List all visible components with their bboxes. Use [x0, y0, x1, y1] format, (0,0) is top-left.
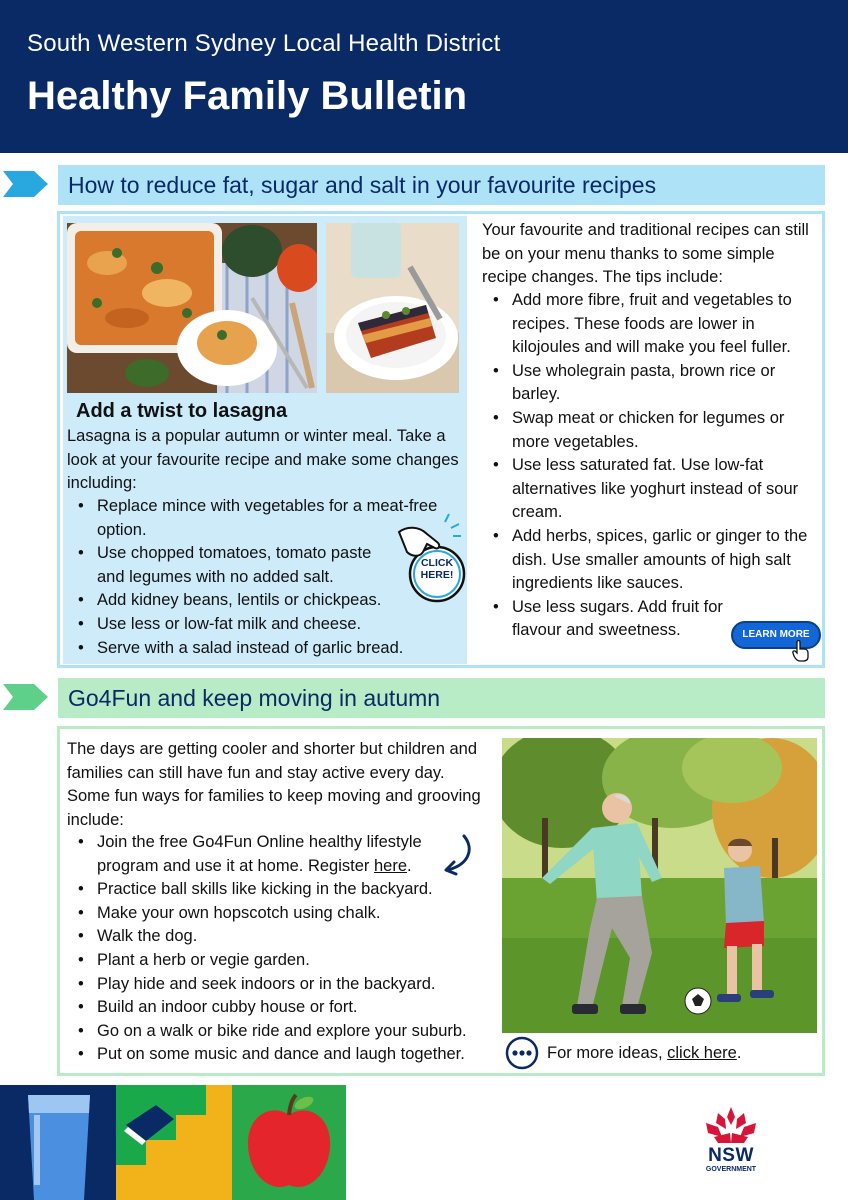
list-item: • Join the free Go4Fun Online healthy lifestyle program and use it at home. Register here. — [97, 831, 457, 878]
apple-icon — [232, 1085, 346, 1200]
stairs-tile — [116, 1085, 232, 1200]
more-ideas-text: For more ideas, — [547, 1044, 663, 1062]
list-item: • Use wholegrain pasta, brown rice or barley. — [512, 360, 817, 407]
lasagna-intro: Lasagna is a popular autumn or winter meal. Take a look at your favourite recipe and make some changes including: — [67, 427, 459, 493]
lasagna-plate-photo — [326, 223, 459, 393]
lasagna-tray-photo — [67, 223, 317, 393]
lasagna-title: Add a twist to lasagna — [76, 400, 288, 422]
more-options-icon — [505, 1036, 539, 1070]
list-item: • Plant a herb or vegie garden. — [97, 949, 497, 973]
list-item: • Use less saturated fat. Use low-fat alternatives like yoghurt instead of sour cream. — [512, 454, 817, 525]
list-item: • Go on a walk or bike ride and explore your suburb. — [97, 1020, 497, 1044]
click-here-button[interactable] — [393, 512, 467, 604]
list-item: • Add kidney beans, lentils or chickpeas. — [97, 589, 447, 613]
list-item: • Use less or low-fat milk and cheese. — [97, 613, 447, 637]
list-item: • Replace mince with vegetables for a meat-free option. — [97, 495, 442, 542]
sneaker-stairs-icon — [116, 1085, 232, 1200]
list-item: • Walk the dog. — [97, 925, 497, 949]
section-heading-go4fun: Go4Fun and keep moving in autumn — [58, 678, 825, 718]
list-item: • Swap meat or chicken for legumes or more vegetables. — [512, 407, 817, 454]
list-item: • Make your own hopscotch using chalk. — [97, 902, 497, 926]
section-arrow-icon — [0, 171, 50, 197]
cursor-hand-icon — [792, 640, 810, 662]
curved-arrow-icon — [440, 834, 474, 876]
apple-tile — [232, 1085, 346, 1200]
water-glass-tile — [0, 1085, 116, 1200]
list-item: • Add more fibre, fruit and vegetables to recipes. These foods are lower in kilojoules and will make you feel fuller. — [512, 289, 817, 360]
list-item: • Put on some music and dance and laugh together. — [97, 1043, 497, 1067]
waratah-icon — [696, 1103, 766, 1145]
tips-list — [482, 289, 817, 643]
list-item: • Practice ball skills like kicking in the backyard. — [97, 878, 497, 902]
learn-more-button[interactable]: LEARN MORE — [731, 621, 821, 649]
family-soccer-photo — [502, 738, 817, 1033]
list-item: • Build an indoor cubby house or fort. — [97, 996, 497, 1020]
more-ideas-link[interactable]: click here — [667, 1044, 737, 1062]
list-item: • Use less sugars. Add fruit for flavour and sweetness. — [512, 596, 727, 643]
header-banner — [0, 0, 848, 153]
tips-intro: Your favourite and traditional recipes can still be on your menu thanks to some simple recipe changes. The tips include: — [482, 221, 809, 287]
list-item: • Serve with a salad instead of garlic bread. — [97, 637, 447, 661]
lasagna-list — [67, 495, 447, 660]
section-arrow-icon — [0, 684, 50, 710]
section-heading-recipes: How to reduce fat, sugar and salt in your favourite recipes — [58, 165, 825, 205]
more-ideas-line: For more ideas, click here. — [547, 1044, 742, 1062]
go4fun-intro: The days are getting cooler and shorter but children and families can still have fun and stay active every day. Some fun ways for families to keep moving and grooving include: — [67, 740, 481, 829]
nsw-logo-text: NSW — [708, 1145, 754, 1166]
organisation-name: South Western Sydney Local Health District — [27, 30, 501, 57]
go4fun-list — [67, 831, 497, 1067]
list-item: • Use chopped tomatoes, tomato paste and legumes with no added salt. — [97, 542, 397, 589]
list-item: • Play hide and seek indoors or in the backyard. — [97, 973, 497, 997]
list-item: • Add herbs, spices, garlic or ginger to the dish. Use smaller amounts of high salt ingredients like sauces. — [512, 525, 817, 596]
water-glass-icon — [0, 1085, 116, 1200]
bulletin-title: Healthy Family Bulletin — [27, 74, 468, 118]
go4fun-register-text: Join the free Go4Fun Online healthy lifestyle program and use it at home. Register — [97, 833, 422, 875]
nsw-government-logo — [696, 1103, 766, 1178]
nsw-logo-sub: GOVERNMENT — [705, 1166, 757, 1173]
register-here-link[interactable]: here — [373, 856, 408, 875]
click-here-label: CLICK HERE! — [420, 557, 454, 581]
